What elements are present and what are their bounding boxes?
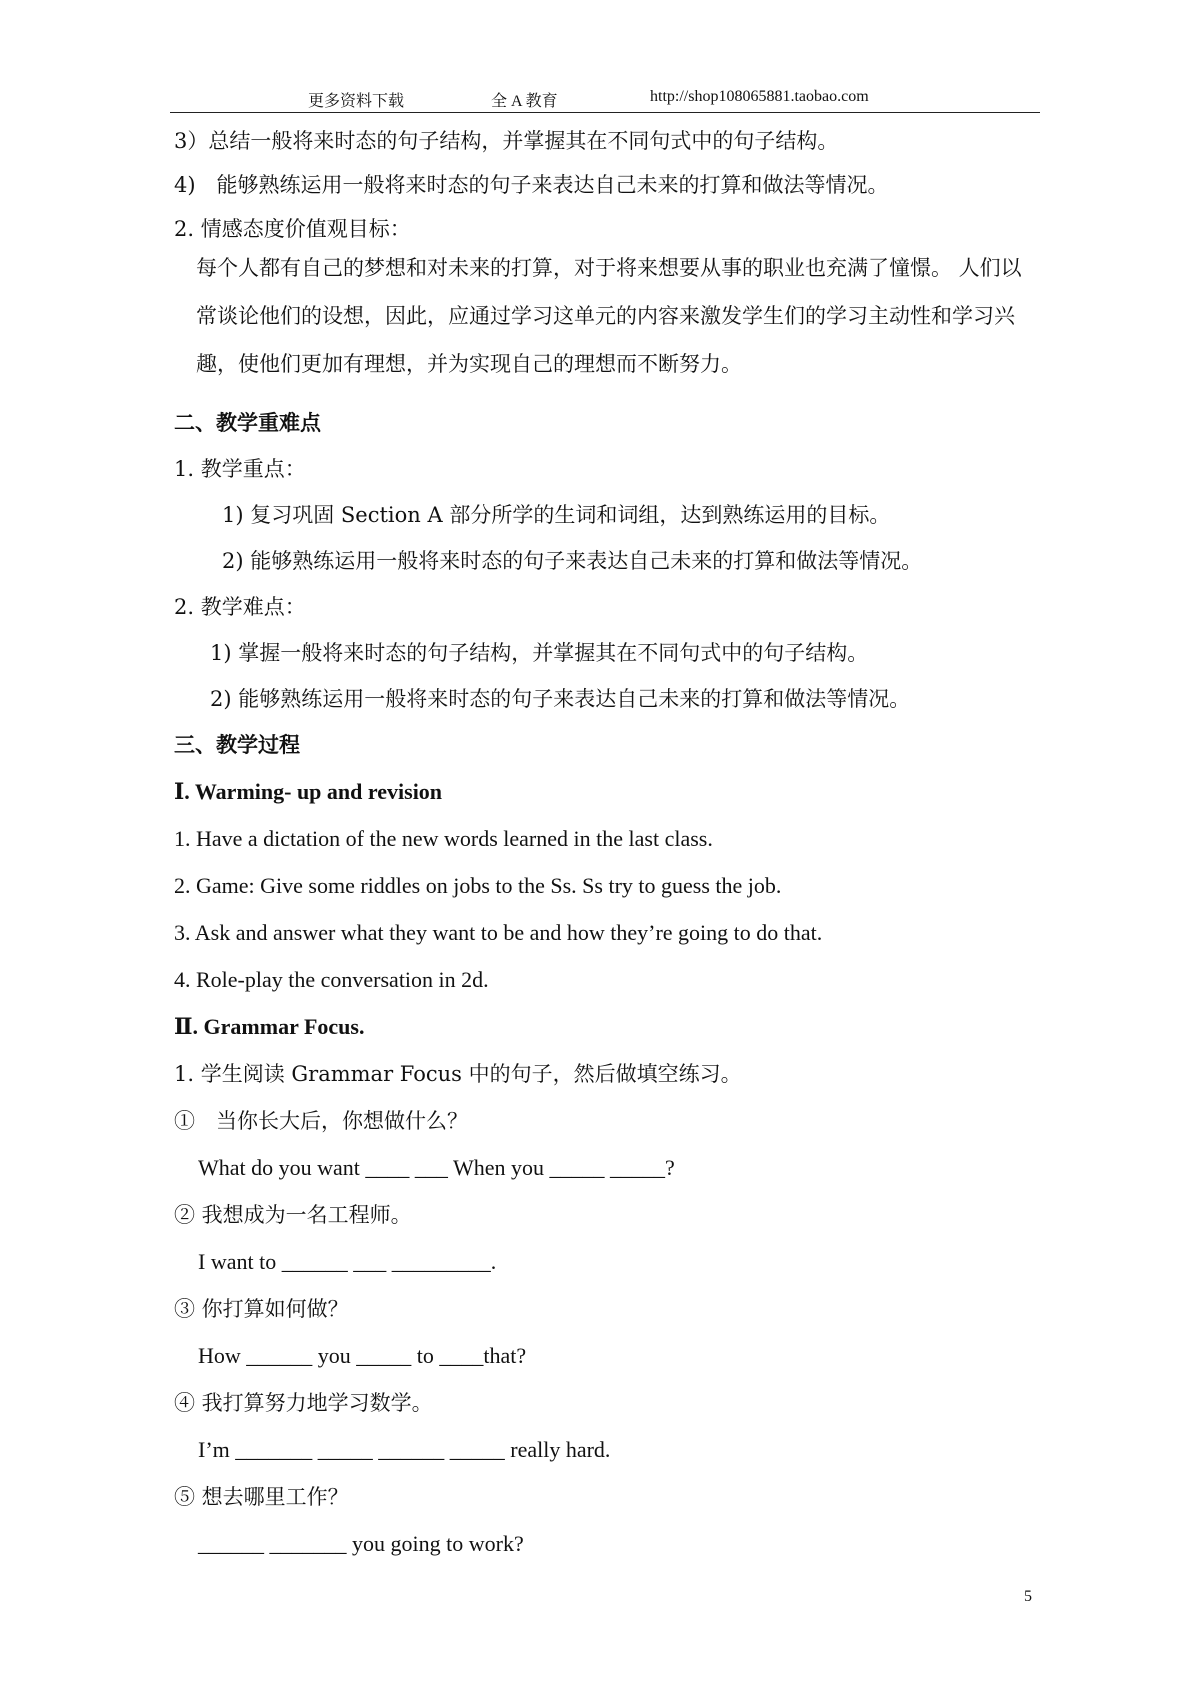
- key-points-heading: 1. 教学重点：: [174, 457, 306, 481]
- warming-up-step-3: 3. Ask and answer what they want to be and how they’re going to do that.: [174, 920, 823, 945]
- section-2-heading: 二、教学重难点: [174, 410, 321, 435]
- warming-up-step-4: 4. Role-play the conversation in 2d.: [174, 967, 489, 992]
- warming-up-step-1: 1. Have a dictation of the new words learned in the last class.: [174, 826, 713, 851]
- objective-line-4: 4) 能够熟练运用一般将来时态的句子来表达自己未来的打算和做法等情况。: [174, 173, 889, 197]
- difficult-point-1: 1) 掌握一般将来时态的句子结构，并掌握其在不同句式中的句子结构。: [210, 641, 869, 665]
- exercise-answer-3: How ______ you _____ to ____that?: [198, 1343, 527, 1368]
- difficult-point-2: 2) 能够熟练运用一般将来时态的句子来表达自己未来的打算和做法等情况。: [210, 687, 911, 711]
- warming-up-step-2: 2. Game: Give some riddles on jobs to the Ss. Ss try to guess the job.: [174, 873, 782, 898]
- emotion-goal-text: 每个人都有自己的梦想和对未来的打算，对于将来想要从事的职业也充满了憧憬。 人们以常谈论他们的设想，因此，应通过学习这单元的内容来激发学生们的学习主动性和学习兴趣，使他们更加有理想，并为实现自己的理想而不断努力。: [196, 256, 1022, 376]
- exercise-question-4: ④ 我打算努力地学习数学。: [174, 1391, 433, 1415]
- exercise-answer-4: I’m _______ _____ ______ _____ really hard.: [198, 1437, 611, 1462]
- page-number: 5: [1024, 1588, 1032, 1605]
- key-point-1: 1) 复习巩固 Section A 部分所学的生词和词组，达到熟练运用的目标。: [222, 503, 891, 527]
- exercise-answer-2: I want to ______ ___ _________.: [198, 1249, 497, 1274]
- grammar-focus-instruction: 1. 学生阅读 Grammar Focus 中的句子，然后做填空练习。: [174, 1062, 742, 1086]
- emotion-goal-heading: 2. 情感态度价值观目标：: [174, 217, 411, 241]
- exercise-question-3: ③ 你打算如何做？: [174, 1297, 349, 1321]
- key-point-2: 2) 能够熟练运用一般将来时态的句子来表达自己未来的打算和做法等情况。: [222, 549, 923, 573]
- objective-line-3: 3）总结一般将来时态的句子结构，并掌握其在不同句式中的句子结构。: [174, 129, 839, 153]
- warming-up-heading: Ⅰ. Warming- up and revision: [174, 779, 443, 804]
- exercise-question-5: ⑤ 想去哪里工作？: [174, 1485, 349, 1509]
- grammar-focus-heading: Ⅱ. Grammar Focus.: [174, 1014, 365, 1039]
- exercise-answer-5: ______ _______ you going to work?: [198, 1531, 524, 1556]
- emotion-goal-paragraph: [174, 244, 1034, 388]
- header-download-text: 更多资料下载: [308, 93, 405, 110]
- header-brand-text: 全 A 教育: [491, 93, 558, 110]
- page-header: [170, 84, 1040, 113]
- difficult-points-heading: 2. 教学难点：: [174, 595, 306, 619]
- exercise-answer-1: What do you want ____ ___ When you _____ _____?: [198, 1155, 675, 1180]
- exercise-question-2: ② 我想成为一名工程师。: [174, 1203, 412, 1227]
- header-url-link[interactable]: http://shop108065881.taobao.com: [650, 88, 869, 105]
- section-3-heading: 三、教学过程: [174, 732, 300, 757]
- exercise-question-1: ① 当你长大后，你想做什么？: [174, 1109, 468, 1133]
